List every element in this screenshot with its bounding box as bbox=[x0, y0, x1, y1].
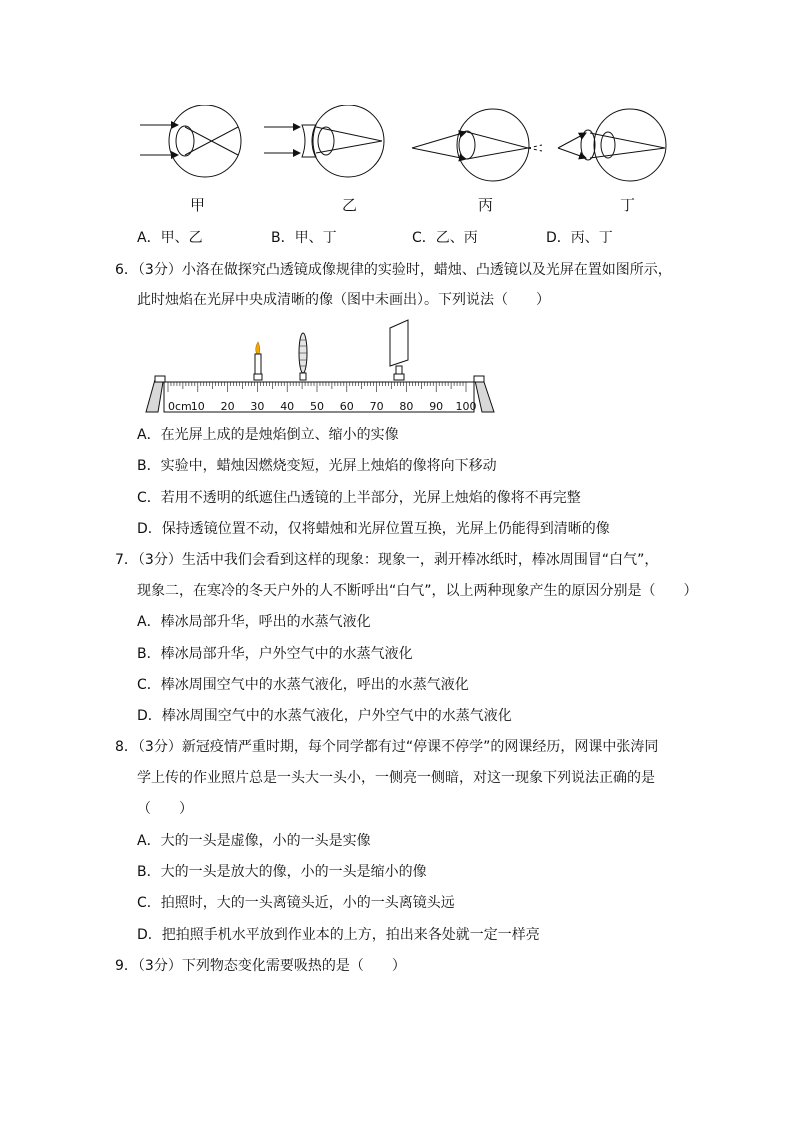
eye-label-yi: 乙 bbox=[342, 196, 358, 214]
q9-stem-line1: 9．（3分）下列物态变化需要吸热的是（ ） bbox=[115, 958, 406, 974]
eye-diagram-ding bbox=[558, 109, 666, 181]
q6-option-a: A．在光屏上成的是烛焰倒立、缩小的实像 bbox=[137, 427, 399, 443]
bench-scale-label: 90 bbox=[429, 400, 444, 413]
q8-stem-line1: 8．（3分）新冠疫情严重时期，每个同学都有过“停课不停学”的网课经历，网课中张涛同 bbox=[115, 739, 659, 755]
bench-scale-label: 0cm bbox=[168, 400, 192, 413]
bench-scale-label: 80 bbox=[399, 400, 414, 413]
q8-option-c: C．拍照时，大的一头离镜头近，小的一头离镜头远 bbox=[137, 895, 455, 911]
q6-stem-line2: 此时烛焰在光屏中央成清晰的像（图中未画出）。下列说法（ ） bbox=[137, 292, 550, 308]
optical-bench-figure bbox=[140, 316, 500, 416]
q6-option-b: B．实验中，蜡烛因燃烧变短，光屏上烛焰的像将向下移动 bbox=[137, 458, 497, 474]
q8-stem-line2: 学上传的作业照片总是一头大一头小，一侧亮一侧暗，对这一现象下列说法正确的是 bbox=[137, 770, 655, 786]
q6-option-c: C．若用不透明的纸遮住凸透镜的上半部分，光屏上烛焰的像将不再完整 bbox=[137, 490, 581, 506]
bench-scale-label: 70 bbox=[369, 400, 384, 413]
candle bbox=[254, 342, 262, 380]
bench-scale-label: 30 bbox=[250, 400, 265, 413]
eye-label-ding: 丁 bbox=[620, 196, 636, 214]
q7-option-d: D．棒冰周围空气中的水蒸气液化，户外空气中的水蒸气液化 bbox=[137, 708, 512, 724]
q5-option-d: D．丙、丁 bbox=[546, 230, 613, 246]
eye-label-jia: 甲 bbox=[190, 196, 206, 214]
bench-scale-label: 20 bbox=[220, 400, 235, 413]
bench-scale-label: 50 bbox=[310, 400, 324, 413]
q8-option-a: A．大的一头是虚像，小的一头是实像 bbox=[137, 833, 371, 849]
q5-option-c: C．乙、丙 bbox=[412, 230, 478, 246]
q6-stem-line1: 6．（3分）小洛在做探究凸透镜成像规律的实验时，蜡烛、凸透镜以及光屏在置如图所示， bbox=[115, 262, 672, 278]
q7-option-c: C．棒冰周围空气中的水蒸气液化，呼出的水蒸气液化 bbox=[137, 677, 469, 693]
eye-label-bing: 丙 bbox=[478, 196, 494, 214]
bench-scale-label: 60 bbox=[339, 400, 354, 413]
q5-option-b: B．甲、丁 bbox=[271, 230, 337, 246]
q8-stem-line3: （ ） bbox=[137, 801, 193, 817]
eye-diagram-yi bbox=[264, 105, 384, 177]
convex-lens bbox=[299, 333, 307, 380]
q5-option-a: A．甲、乙 bbox=[137, 230, 203, 246]
bench-scale-label: 10 bbox=[190, 400, 205, 413]
q8-option-b: B．大的一头是放大的像，小的一头是缩小的像 bbox=[137, 864, 427, 880]
q7-option-a: A．棒冰局部升华，呼出的水蒸气液化 bbox=[137, 614, 371, 630]
q7-stem-line2: 现象二，在寒冷的冬天户外的人不断呼出“白气”，以上两种现象产生的原因分别是（ ） bbox=[137, 583, 698, 599]
q8-option-d: D．把拍照手机水平放到作业本的上方，拍出来各处就一定一样亮 bbox=[137, 927, 540, 943]
eye-diagrams-figure bbox=[130, 105, 690, 200]
light-screen bbox=[390, 320, 408, 380]
eye-diagram-bing bbox=[412, 109, 542, 181]
q7-stem-line1: 7．（3分）生活中我们会看到这样的现象：现象一，剥开棒冰纸时，棒冰周围冒“白气”， bbox=[115, 552, 659, 568]
eye-diagram-jia bbox=[140, 105, 241, 177]
bench-scale-label: 100 bbox=[455, 400, 477, 413]
q6-option-d: D．保持透镜位置不动，仅将蜡烛和光屏位置互换，光屏上仍能得到清晰的像 bbox=[137, 521, 610, 537]
bench-scale-label: 40 bbox=[280, 400, 295, 413]
q7-option-b: B．棒冰局部升华，户外空气中的水蒸气液化 bbox=[137, 646, 413, 662]
